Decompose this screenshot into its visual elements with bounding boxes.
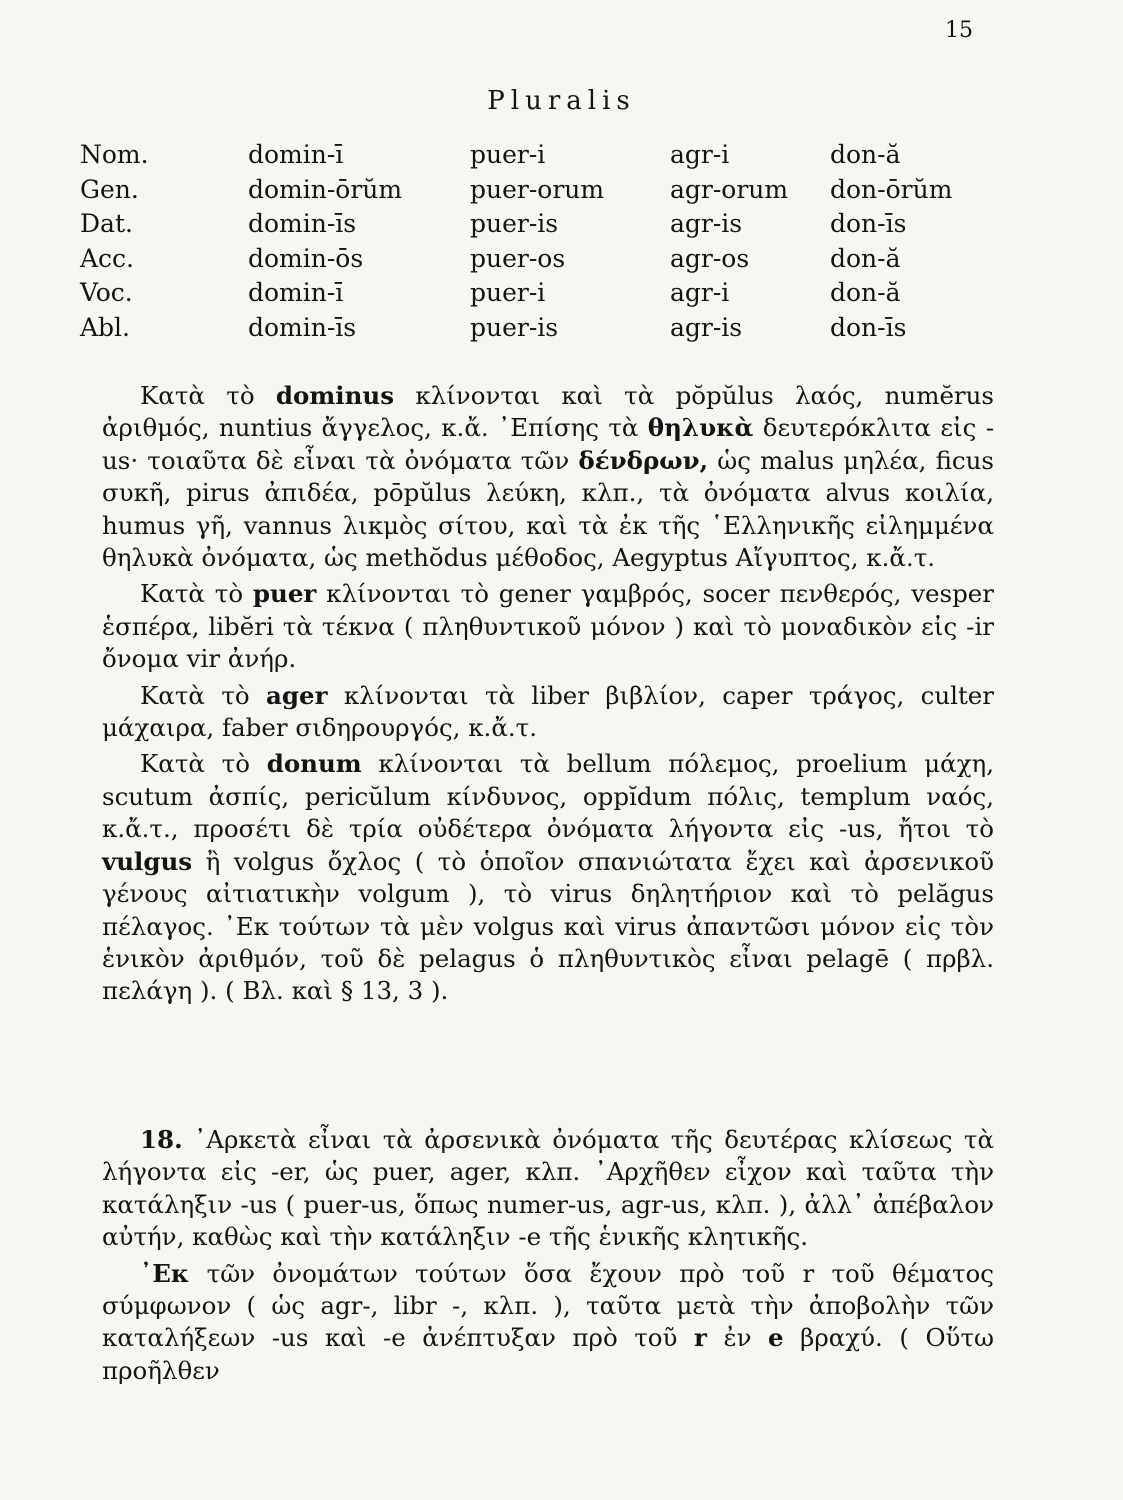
form-donum: don-ă <box>830 278 901 307</box>
form-donum: don-ă <box>830 243 901 273</box>
page-number: 15 <box>945 18 973 43</box>
keyword-ager: ager <box>266 680 328 710</box>
form-puer: puer-i <box>470 140 546 169</box>
form-ager: agr-i <box>670 278 730 307</box>
keyword-vulgus: vulgus <box>102 846 193 876</box>
case-label: Dat. <box>80 209 133 238</box>
body-text-declension-notes <box>102 380 994 1008</box>
paragraph-ager: Κατὰ τὸ ager κλίνονται τὰ liber βιβλίον, caper τράγος, culter μάχαιρα, faber σιδηρουργός, κ.ἄ.τ. <box>102 680 994 743</box>
paragraph-donum: Κατὰ τὸ donum κλίνονται τὰ bellum πόλεμος, proelium μάχη, scutum ἀσπίς, pericŭlum κίνδυνος, oppĭdum πόλις, templum ναός, κ.ἄ.τ., προσέτι δὲ τρία οὐδέτερα ὀνόματα λήγοντα εἰς -us, ἤτοι τὸ vulgus ἢ volgus ὄχλος ( τὸ ὁποῖον σπανιώτατα ἔχει καὶ ἀρσενικοῦ γένους αἰτιατικὴν volgum ), τὸ virus δηλητήριον καὶ τὸ pelăgus πέλαγος. ᾿Εκ τούτων τὰ μὲν volgus καὶ virus ἀπαντῶσι μόνον εἰς τὸν ἑνικὸν ἀριθμόν, τοῦ δὲ pelagus ὁ πληθυντικὸς εἶναι pelagē ( πρβλ. πελάγη ). ( Βλ. καὶ § 13, 3 ). <box>102 749 995 1006</box>
paragraph-dominus: Κατὰ τὸ dominus κλίνονται καὶ τὰ pŏpŭlus λαός, numĕrus ἀριθμός, nuntius ἄγγελος, κ.ἄ. ᾿Επίσης τὰ θηλυκὰ δευτερόκλιτα εἰς - us· τοιαῦτα δὲ εἶναι τὰ ὀνόματα τῶν δένδρων, ὡς malus μηλέα, ficus συκῆ, pirus ἀπιδέα, pōpŭlus λεύκη, κλπ., τὰ ὀνόματα alvus κοιλία, humus γῆ, vannus λικμὸς σίτου, καὶ τὰ ἐκ τῆς ῾Ελληνικῆς εἰλημμένα θηλυκὰ ὀνόματα, ὡς methŏdus μέθοδος, Aegyptus Αἴγυπτος, κ.ἄ.τ. <box>102 381 995 573</box>
form-ager: agr-is <box>670 312 743 342</box>
keyword-puer: puer <box>252 579 317 609</box>
table-row <box>80 242 952 277</box>
case-label: Abl. <box>80 312 130 342</box>
paragraph-section-18: 18. ᾿Αρκετὰ εἶναι τὰ ἀρσενικὰ ὀνόματα τῆς δευτέρας κλίσεως τὰ λήγοντα εἰς -er, ὡς puer, ager, κλπ. ᾿Αρχῆθεν εἶχον καὶ ταῦτα τὴν κατάληξιν -us ( puer-us, ὅπως numer-us, agr-us, κλπ. ), ἀλλ᾿ ἀπέβαλον αὐτήν, καθὼς καὶ τὴν κατάληξιν -e τῆς ἑνικῆς κλητικῆς. <box>102 1125 994 1252</box>
keyword-dominus: dominus <box>275 381 395 410</box>
form-donum: don-ă <box>830 140 901 169</box>
keyword-r: r <box>693 1323 707 1353</box>
keyword-feminine: θηλυκὰ <box>647 413 754 443</box>
form-dominus: domin-īs <box>248 209 357 238</box>
form-donum: don-īs <box>830 209 907 238</box>
keyword-trees: δένδρων, <box>578 445 709 475</box>
keyword-donum: donum <box>266 749 362 779</box>
form-donum: don-īs <box>830 312 907 342</box>
case-label: Voc. <box>80 278 133 307</box>
section-heading: Pluralis <box>487 86 636 116</box>
form-dominus: domin-ī <box>248 140 344 169</box>
form-ager: agr-i <box>670 140 730 169</box>
form-dominus: domin-ōrŭm <box>248 174 403 204</box>
case-label: Acc. <box>80 243 135 273</box>
body-text-section-18 <box>102 1124 994 1387</box>
table-row <box>80 138 952 173</box>
form-puer: puer-i <box>470 278 546 307</box>
form-puer: puer-is <box>470 312 559 342</box>
form-ager: agr-is <box>670 209 743 238</box>
table-row <box>80 173 952 208</box>
section-number: 18. <box>140 1125 183 1154</box>
plural-paradigm-table <box>80 138 952 345</box>
form-dominus: domin-īs <box>248 312 357 342</box>
form-puer: puer-orum <box>470 174 605 204</box>
keyword-ek: ᾿Εκ <box>140 1258 190 1288</box>
table-row <box>80 276 952 311</box>
case-label: Gen. <box>80 174 139 204</box>
table-row <box>80 311 952 346</box>
form-ager: agr-orum <box>670 174 789 204</box>
table-row <box>80 207 952 242</box>
paragraph-consonant-stems: ᾿Εκ τῶν ὀνομάτων τούτων ὅσα ἔχουν πρὸ τοῦ r τοῦ θέματος σύμφωνον ( ὡς agr-, libr -, κλπ. ), ταῦτα μετὰ τὴν ἀποβολὴν τῶν καταλήξεων -us καὶ -e ἀνέπτυξαν πρὸ τοῦ r ἐν e βραχύ. ( Οὕτω προῆλθεν <box>102 1258 994 1385</box>
case-label: Nom. <box>80 140 149 169</box>
form-dominus: domin-ī <box>248 278 344 307</box>
form-dominus: domin-ōs <box>248 243 364 273</box>
form-ager: agr-os <box>670 243 750 273</box>
form-puer: puer-os <box>470 243 566 273</box>
keyword-e: e <box>768 1323 784 1353</box>
form-puer: puer-is <box>470 209 559 238</box>
form-donum: don-ōrŭm <box>830 174 953 204</box>
paragraph-puer: Κατὰ τὸ puer κλίνονται τὸ gener γαμβρός, socer πενθερός, vesper ἑσπέρα, libĕri τὰ τέκνα ( πληθυντικοῦ μόνον ) καὶ τὸ μοναδικὸν εἰς -ir ὄνομα vir ἀνήρ. <box>102 579 994 674</box>
